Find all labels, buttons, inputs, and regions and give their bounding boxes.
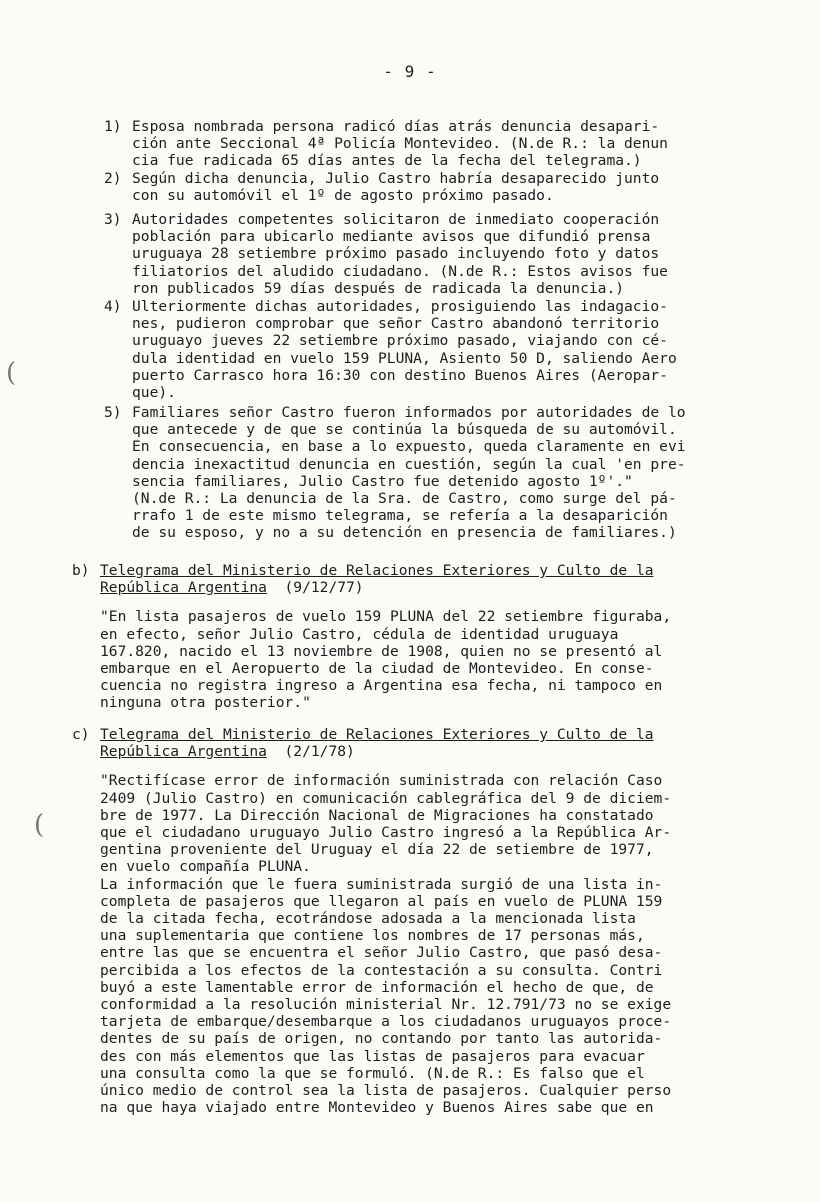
section-c-title-text: Telegrama del Ministerio de Relaciones Exteriores y Culto de la <box>100 726 654 743</box>
list-item-line: Esposa nombrada persona radicó días atrás denuncia desapari- <box>132 118 660 135</box>
list-item-line: sencia familiares, Julio Castro fue detenido agosto 1º'." <box>132 472 633 490</box>
section-c-body-line: una suplementaria que contiene los nombres de 17 personas más, <box>100 927 645 945</box>
margin-bracket-mark: ( <box>6 358 17 388</box>
section-c-body-line: en vuelo compañía PLUNA. <box>100 858 311 876</box>
section-b-body-line: "En lista pasajeros de vuelo 159 PLUNA del 22 setiembre figuraba, <box>100 608 672 626</box>
section-c-title-line2 <box>100 743 355 760</box>
section-b-body-line: cuencia no registra ingreso a Argentina esa fecha, ni tampoco en <box>100 677 663 695</box>
section-b-body-line: 167.820, nacido el 13 noviembre de 1908, quien no se presentó al <box>100 642 663 660</box>
section-c-title <box>100 726 654 743</box>
section-b-title <box>100 562 654 579</box>
section-b-title-text: República Argentina <box>100 579 267 597</box>
section-b-body-line: ninguna otra posterior." <box>100 694 311 712</box>
list-item-line: Autoridades competentes solicitaron de inmediato cooperación <box>132 211 660 228</box>
list-item-line: En consecuencia, en base a lo expuesto, queda claramente en evi <box>132 438 686 456</box>
page-number: - 9 - <box>383 62 437 81</box>
list-item-line: dencia inexactitud denuncia en cuestión, según la cual 'en pre- <box>132 455 686 473</box>
list-item-line: Familiares señor Castro fueron informados por autoridades de lo <box>132 404 686 421</box>
section-c-body-line: que el ciudadano uruguayo Julio Castro ingresó a la República Ar- <box>100 824 672 841</box>
list-item-line: rrafo 1 de este mismo telegrama, se refería a la desaparición <box>132 507 668 525</box>
list-item-line: dula identidad en vuelo 159 PLUNA, Asiento 50 D, saliendo Aero <box>132 349 677 367</box>
list-item-number: 2) <box>104 170 122 187</box>
list-item-line: filiatorios del aludido ciudadano. (N.de R.: Estos avisos fue <box>132 262 668 280</box>
list-item-number: 4) <box>104 298 122 315</box>
list-item-line: cia fue radicada 65 días antes de la fecha del telegrama.) <box>132 152 642 170</box>
section-c-title-text: República Argentina <box>100 743 267 761</box>
list-item-line: ron publicados 59 días después de radicada la denuncia.) <box>132 279 625 297</box>
section-c-body-line: conformidad a la resolución ministerial Nr. 12.791/73 no se exige <box>100 996 672 1013</box>
section-c-body-line: gentina proveniente del Uruguay el día 22 de setiembre de 1977, <box>100 841 654 859</box>
list-item-line: población para ubicarlo mediante avisos que difundió prensa <box>132 228 651 246</box>
section-b-title-line2 <box>100 579 364 596</box>
list-item-line: Ulteriormente dichas autoridades, prosiguiendo las indagacio- <box>132 298 668 315</box>
list-item-line: que). <box>132 384 176 401</box>
section-c-letter: c) <box>72 726 90 743</box>
list-item-line: nes, pudieron comprobar que señor Castro abandonó territorio <box>132 315 660 333</box>
section-c-body-line: completa de pasajeros que llegaron al país en vuelo de PLUNA 159 <box>100 892 663 910</box>
list-item-line: ción ante Seccional 4ª Policía Montevideo. (N.de R.: la denun <box>132 135 668 153</box>
section-c-body-line: 2409 (Julio Castro) en comunicación cablegráfica del 9 de diciem- <box>100 789 672 807</box>
section-c-body-line: "Rectifícase error de información suministrada con relación Caso <box>100 772 663 790</box>
section-c-body-line: entre las que se encuentra el señor Julio Castro, que pasó desa- <box>100 944 663 962</box>
section-c-body-line: dentes de su país de origen, no contando por tanto las autorida- <box>100 1030 663 1048</box>
list-item-line: uruguayo jueves 22 setiembre próximo pasado, viajando con cé- <box>132 332 668 350</box>
section-b-title-text: Telegrama del Ministerio de Relaciones Exteriores y Culto de la <box>100 562 654 579</box>
list-item-line: de su esposo, y no a su detención en presencia de familiares.) <box>132 524 677 542</box>
section-c-date: (2/1/78) <box>284 743 355 761</box>
list-item-line: (N.de R.: La denuncia de la Sra. de Castro, como surge del pá- <box>132 490 677 507</box>
section-c-body-line: buyó a este lamentable error de información el hecho de que, de <box>100 978 654 996</box>
section-c-body-line: percibida a los efectos de la contestación a su consulta. Contri <box>100 961 663 979</box>
section-c-body-line: bre de 1977. La Dirección Nacional de Migraciones ha constatado <box>100 806 654 824</box>
section-c-body-line: des con más elementos que las listas de pasajeros para evacuar <box>100 1047 645 1065</box>
section-c-body-line: La información que le fuera suministrada surgió de una lista in- <box>100 875 663 893</box>
section-c-body-line: único medio de control sea la lista de pasajeros. Cualquier perso <box>100 1082 672 1099</box>
list-item-line: que antecede y de que se continúa la búsqueda de su automóvil. <box>132 421 677 439</box>
section-c-body-line: na que haya viajado entre Montevideo y Buenos Aires sabe que en <box>100 1099 654 1117</box>
section-b-date: (9/12/77) <box>284 579 364 597</box>
section-c-body-line: una consulta como la que se formuló. (N.de R.: Es falso que el <box>100 1064 645 1082</box>
list-item-line: puerto Carrasco hora 16:30 con destino Buenos Aires (Aeropar- <box>132 366 668 384</box>
list-item-line: con su automóvil el 1º de agosto próximo pasado. <box>132 187 554 205</box>
section-b-body-line: embarque en el Aeropuerto de la ciudad de Montevideo. En conse- <box>100 660 654 677</box>
list-item-number: 3) <box>104 211 122 228</box>
section-c-body-line: de la citada fecha, ecotrándose adosada a la mencionada lista <box>100 910 636 927</box>
list-item-line: uruguaya 28 setiembre próximo pasado incluyendo foto y datos <box>132 245 660 263</box>
section-b-letter: b) <box>72 562 90 579</box>
section-b-body-line: en efecto, señor Julio Castro, cédula de identidad uruguaya <box>100 625 619 643</box>
list-item-number: 1) <box>104 118 122 135</box>
margin-bracket-mark: ( <box>34 810 45 840</box>
list-item-line: Según dicha denuncia, Julio Castro habría desaparecido junto <box>132 170 660 187</box>
section-c-body-line: tarjeta de embarque/desembarque a los ciudadanos uruguayos proce- <box>100 1013 672 1031</box>
list-item-number: 5) <box>104 404 122 421</box>
